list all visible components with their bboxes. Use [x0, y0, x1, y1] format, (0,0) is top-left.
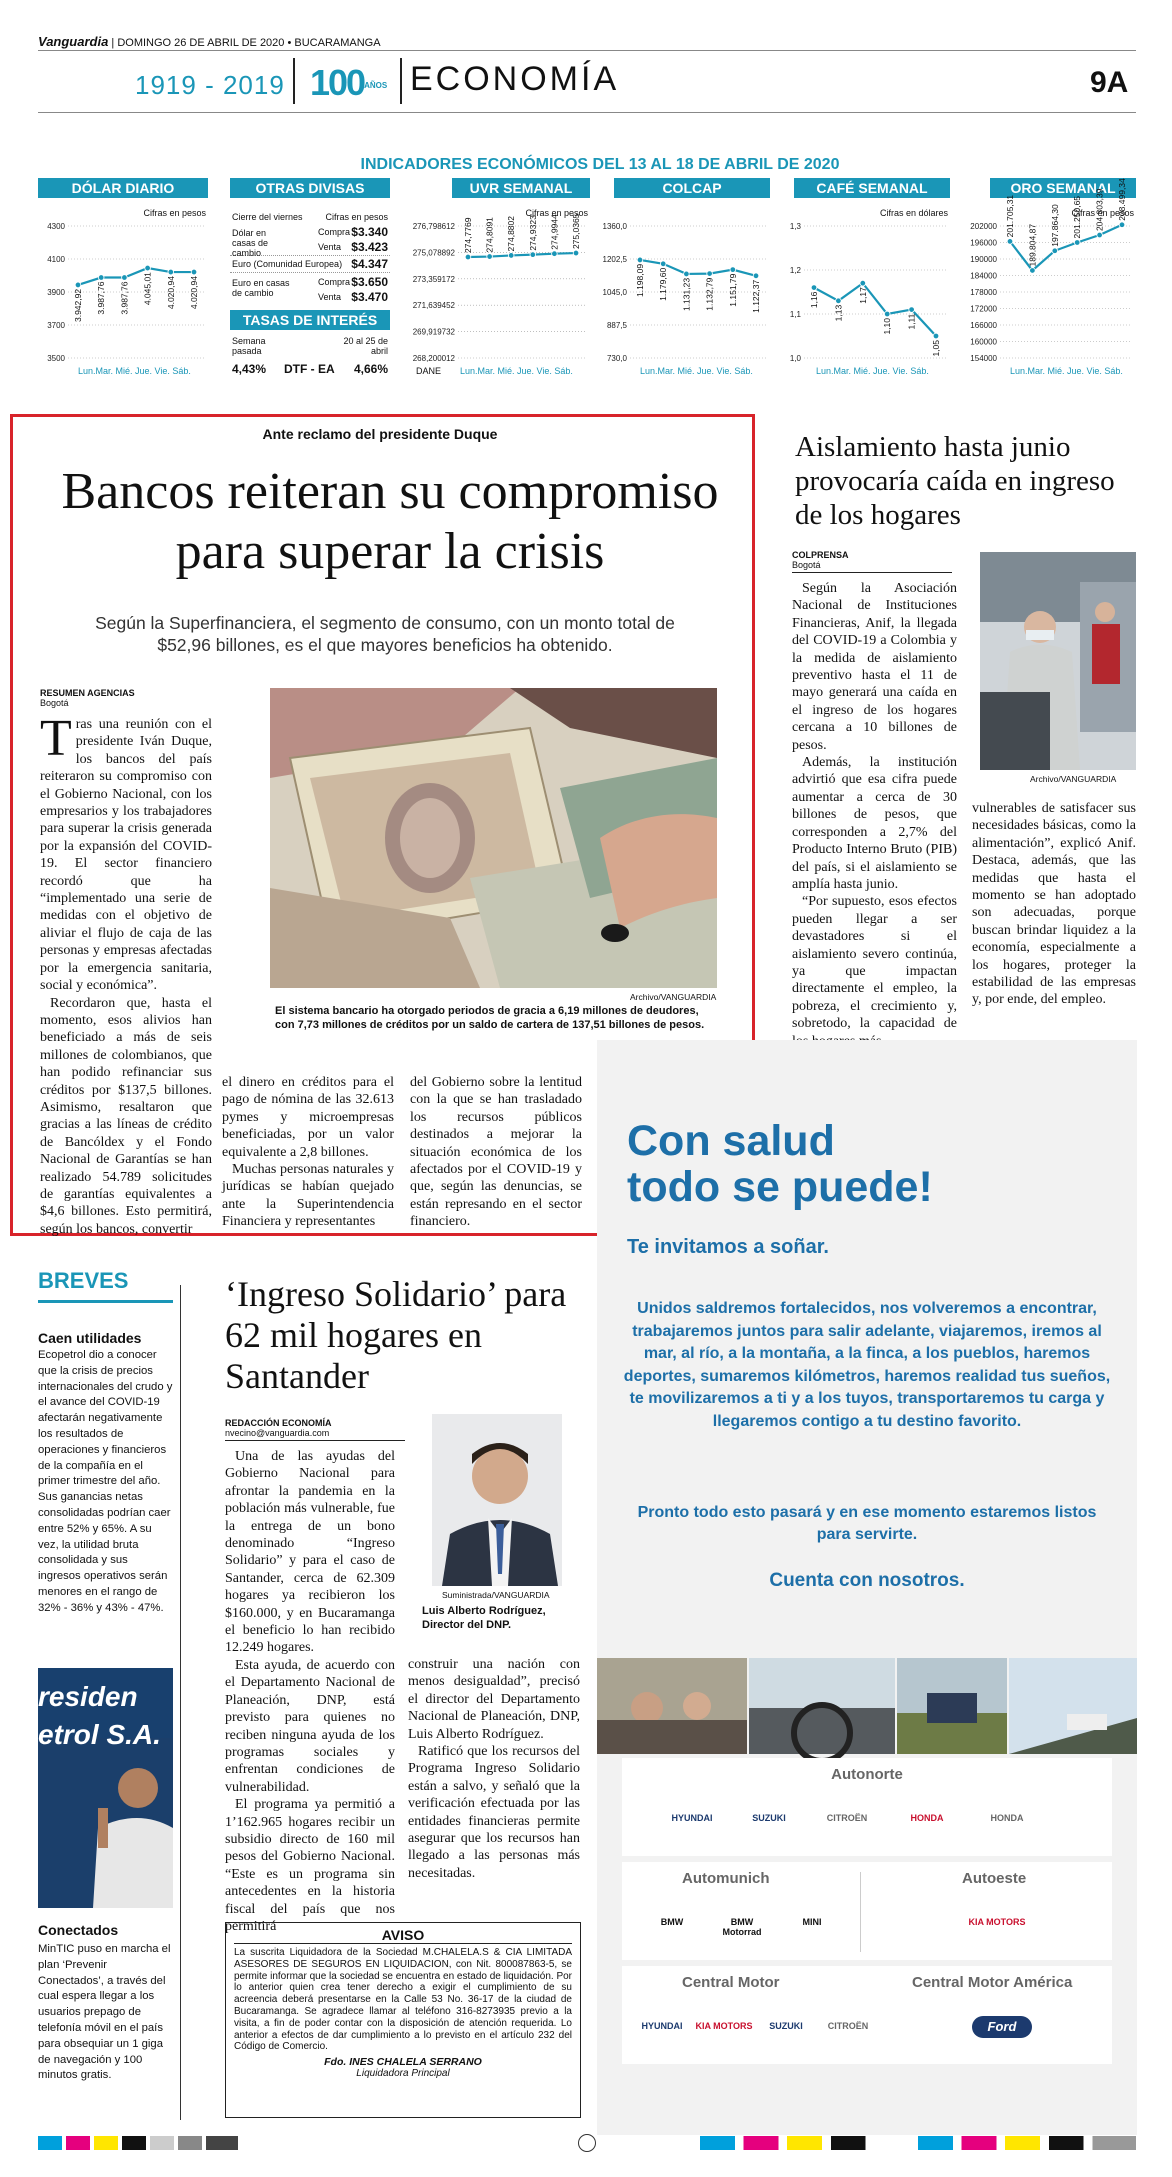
main-col2: el dinero en créditos para el pago de nómina de las 32.613 pymes y microempresas beneficiadas, por un valor equivalente a 2,8 billones. Muchas personas naturales y jurídicas se habían quejado ante la Superintendencia Financiera y representantes — [222, 1075, 394, 1230]
anniversary-logo: 100AÑOS — [310, 62, 388, 103]
main-kicker: Ante reclamo del presidente Duque — [262, 426, 498, 442]
ad-body: Unidos saldremos fortalecidos, nos volveremos a encontrar, trabajaremos juntos para salir adelante, viajaremos, iremos al mar, al río, a la montaña, a la finca, a los pueblos, haremos deportes, sumaremos kilómetros, haremos realidad tus sueños, te movilizaremos a ti y a los tuyos, transportaremos tu carga y llegaremos contigo a tu destino favorito. — [623, 1300, 1111, 1430]
data-label: 1.131,23 — [681, 277, 692, 312]
side-photo-credit: Archivo/VANGUARDIA — [1030, 774, 1117, 784]
solidario-photo — [432, 1414, 562, 1586]
side-photo — [980, 552, 1136, 770]
tick-label: 178000 — [970, 288, 997, 297]
tick-label: 1,2 — [789, 266, 801, 275]
tick-label: 730,0 — [606, 354, 627, 363]
data-point — [811, 285, 817, 291]
color-bar-left — [38, 2136, 238, 2150]
tick-label: 190000 — [970, 255, 997, 264]
tick-label: 269,919732 — [412, 327, 455, 337]
data-label: 1,05 — [931, 340, 941, 357]
tick-label: 196000 — [970, 238, 997, 248]
solidario-caption: Luis Alberto Rodríguez, Director del DNP. — [422, 1605, 546, 1631]
data-label: 208.499,34 — [1117, 178, 1127, 221]
data-point — [909, 307, 915, 313]
main-byline: RESUMEN AGENCIAS Bogotá — [40, 688, 135, 708]
data-point — [637, 257, 643, 263]
data-point — [660, 261, 666, 267]
ad-closing: Cuenta con nosotros. — [769, 1570, 965, 1591]
breves-head: BREVES — [38, 1268, 129, 1293]
tick-label: 166000 — [970, 321, 997, 330]
main-caption: El sistema bancario ha otorgado periodos de gracia a 6,19 millones de deudores, con 7,73 millones de créditos por un saldo de cartera de 137,51 billones de pesos. — [275, 1005, 705, 1031]
data-point — [191, 269, 197, 275]
tick-label: 184000 — [970, 271, 997, 281]
dealer-centralmotor: Central Motor Central Motor América HYUNDAI KIA MOTORS SUZUKI CITROËN Ford — [622, 1966, 1112, 2064]
tick-label: 160000 — [970, 337, 997, 347]
data-point — [730, 267, 736, 273]
data-point — [75, 282, 81, 288]
data-point — [98, 275, 104, 281]
data-label: 1.151,79 — [727, 273, 738, 307]
data-label: 201.705,31 — [1005, 194, 1015, 238]
dealer-autonorte: Autonorte HYUNDAI SUZUKI CITROËN HONDA HONDA — [622, 1758, 1112, 1856]
breves-item1-title: Caen utilidades — [38, 1330, 142, 1346]
data-label: 4.020,94 — [189, 276, 199, 310]
data-point — [1074, 240, 1080, 246]
color-bar-right — [700, 2136, 1136, 2150]
side-col1: Según la Asociación Nacional de Instituciones Financieras, Anif, la llegada del COVID-19 a Colombia y la medida de aislamiento preventivo hasta el 11 de mayo generará una caída en el ingreso de los hogares cercana a 10 billones de pesos. Además, la institución advirtió que esa cifra puede aumentar a cerca de 30 billones de pesos, que corresponden a 2,7% del Producto Interno Bruto (PIB) del país, si el aislamiento se amplía hasta junio. “Por supuesto, esos efectos pueden llegar a ser devastadores si el aislamiento severo continúa, ya que impactan directamente el empleo, la pobreza, el crecimiento y, sobretodo, la capacidad de — [792, 581, 957, 1032]
solidario-photo-credit: Suministrada/VANGUARDIA — [442, 1590, 550, 1600]
data-label: 275,0365 — [571, 213, 581, 250]
breves-item1-text: Ecopetrol dio a conocer que la crisis de precios internacionales del crudo y el avance del COVID-19 afectarán negativamente los resultados de operaciones y financieros de la compañía en el primer trimestre del año. Sus ganancias netas consolidadas podrían caer entre 52% y 65%. A su vez, la utilidad bruta consolidada y sus ingresos operativos serán menores en el rango de 32% - 36% y 43% - 47%. — [38, 1349, 173, 1614]
tick-label: 4300 — [47, 222, 65, 231]
data-point — [1052, 248, 1058, 254]
tick-label: 275,078892 — [412, 248, 455, 258]
data-label: 274,7769 — [463, 217, 473, 254]
solidario-headline: ‘Ingreso Solidario’ para 62 mil hogares en Santander — [225, 1274, 567, 1396]
data-label: 3.987,76 — [96, 281, 107, 315]
tick-label: 1360,0 — [602, 222, 627, 231]
tick-label: 154000 — [970, 354, 997, 363]
main-photo-credit: Archivo/VANGUARDIA — [630, 992, 717, 1002]
data-point — [684, 271, 690, 277]
data-label: 4.020,94 — [165, 276, 176, 310]
tick-label: 887,5 — [606, 321, 627, 330]
main-photo — [270, 688, 717, 988]
data-label: 4.045,01 — [142, 272, 153, 306]
side-col2: vulnerables de satisfacer sus necesidades básicas, como la alimentación”, explicó Anif. Destaca, además, que las medidas que hasta el momento se han adoptado son adecuadas, porque buscan brindar liquidez a la economía, especialmente a los hogares, proteger la estabilidad de las empresas y, por ende, del empleo. — [972, 801, 1136, 1008]
tick-label: 1,0 — [789, 354, 801, 363]
breves-photo: residen etrol S.A. — [38, 1668, 173, 1908]
data-point — [860, 280, 866, 286]
breves-item2-title: Conectados — [38, 1922, 119, 1938]
data-label: 204.303,39 — [1094, 188, 1105, 232]
data-point — [145, 265, 151, 271]
tick-label: 3700 — [47, 321, 65, 330]
tick-label: 172000 — [970, 304, 997, 314]
solidario-byline: REDACCIÓN ECONOMÍA nvecino@vanguardia.com — [225, 1418, 405, 1441]
data-point — [1119, 222, 1125, 228]
data-label: 274,9323 — [527, 215, 538, 251]
data-label: 3.942,92 — [73, 288, 83, 323]
uvr-chart — [402, 213, 590, 366]
main-col1: Tras una reunión con el presidente Iván Duque, los bancos del país reiteraron su compromiso con el Gobierno Nacional, con los empresarios y los trabajadores para superar la crisis generada por la expansión del COVID-19. El sector financiero recordó que ha “implementado una serie de medidas con el objetivo de aliviar el flujo de caja de las personas y empresas afectadas por la emergencia sanitaria, social y económica”. Recordaron que, hasta el momento, esos alivios han beneficiado a más de seis millones de colombianos, que han podido refinanciar sus créditos por $137,5 billones. Asimismo, resaltaron que gracias a las líneas de crédito de Bancóldex y el Fondo Nacional de Garantías se han realizado 54.789 solicitudes de garantías equivalentes a $4,6 billones. Esto permitirá, según los bancos, convertir — [40, 710, 212, 1237]
tick-label: 1202,5 — [602, 255, 627, 264]
ad-headline: Con salud todo se puede! — [627, 1117, 933, 1211]
series-line — [814, 283, 936, 336]
tick-label: 3500 — [47, 354, 65, 363]
data-label: 1,10 — [882, 318, 893, 335]
data-point — [508, 253, 514, 259]
data-label: 189.804,87 — [1027, 223, 1038, 267]
colcap-panel: COLCAP 1360,0 1202,5 1045,0 887,5 730,0 1.198,09 1.179,60 1.131,23 1.132,79 1.151,79 1.122,37 Lun.Mar. Mié. Jue. Vie. Sáb. — [600, 178, 770, 378]
cafe-panel: CAFÉ SEMANAL Cifras en dólares 1,3 1,2 1,1 1,0 1,16 1,13 1,17 1,10 1,11 1,05 Lun.Mar. Mié. Jue. Vie. Sáb. — [780, 178, 950, 378]
data-point — [465, 254, 471, 260]
aviso-box: AVISO La suscrita Liquidadora de la Sociedad M.CHALELA.S & CIA LIMITADA ASESORES DE SEGUROS EN LIQUIDACION, con Nit. 800087863-5, se permite informar que la sociedad se encuentra en estado de liquidación. Por lo anterior quien crea tener derecho a exigir el cumplimiento de su acreencia deberá presentarse en la Calle 53 No. 36-17 de la ciudad de Bucaramanga. Se agradece llamar al teléfono 316-8273935 previo a la visita, a fin de poder contar con la disposición de atención requerida. Lo anterior a efectos de dar cumplimiento a lo previsto en el artículo 232 del Código de Comercio. Fdo. INES CHALELA SERRANO Liquidadora Principal — [225, 1922, 581, 2118]
data-label: 274,8091 — [484, 217, 495, 253]
cafe-chart — [780, 216, 950, 366]
divisas-panel: OTRAS DIVISAS Cierre del viernes Cifras en pesos Dólar en casas de cambio Compra $3.340 Venta $3.423 Euro (Comunidad Europea) $4.347 Euro en casas de cambio Compra $3.650 Venta $3.470 TASAS DE INTERÉS Semana pasada 20 al 25 de abril 4,43% DTF - EA 4,66% — [232, 180, 388, 376]
uvr-panel: UVR SEMANAL Cifras en pesos 276,798612 275,078892 273,359172 271,639452 269,919732 268,200012 274,7769 274,8091 274,8802 274,9323 274,9944 275,0365 DANE Lun.Mar. Mié. Jue. Vie. Sáb. — [402, 178, 590, 378]
data-label: 197.864,30 — [1049, 204, 1060, 247]
years-label: 1919 - 2019 — [135, 70, 285, 100]
data-label: 274,9944 — [549, 214, 560, 250]
data-point — [1030, 268, 1036, 274]
data-label: 1,16 — [809, 291, 819, 309]
tick-label: 3900 — [47, 288, 65, 297]
oro-chart — [960, 178, 1136, 366]
data-point — [836, 298, 842, 304]
colcap-chart — [600, 216, 770, 366]
tick-label: 1,3 — [789, 222, 801, 231]
dolar-panel: DÓLAR DIARIO Cifras en pesos 4300 4100 3900 3700 3500 3.942,92 3.987,76 3.987,76 4.045,01 4.020,94 4.020,94 Lun.Mar. Mié. Jue. Vie. Sáb. — [38, 178, 208, 378]
main-lead: Según la Superfinanciera, el segmento de consumo, con un monto total de $52,96 billones, es el que mayores beneficios ha obtenido. — [95, 613, 675, 655]
data-point — [707, 271, 713, 277]
ad-sub: Te invitamos a soñar. — [627, 1236, 829, 1258]
section-title: ECONOMÍA — [410, 60, 620, 98]
data-label: 1,13 — [833, 304, 844, 322]
breves-item2-text: MinTIC puso en marcha el plan ‘Prevenir Conectados’, a través del cual espera llegar a los usuarios prepago de telefonía móvil en el país para obsequiar un 1 giga de navegación y 100 minutos gratis. — [38, 1943, 171, 2082]
data-point — [884, 311, 890, 317]
data-label: 1,17 — [857, 287, 868, 304]
data-point — [1097, 232, 1103, 238]
main-headline: Bancos reiteran su compromiso para superar la crisis — [61, 463, 719, 580]
data-point — [552, 251, 558, 257]
tick-label: 1,1 — [789, 310, 801, 319]
side-headline: Aislamiento hasta junio provocaría caída en ingreso de los hogares — [795, 431, 1115, 531]
indicators-title: INDICADORES ECONÓMICOS DEL 13 AL 18 DE ABRIL DE 2020 — [360, 156, 840, 173]
tick-label: 271,639452 — [412, 301, 455, 311]
data-point — [573, 250, 579, 256]
tick-label: 202000 — [970, 222, 997, 231]
data-point — [933, 333, 939, 339]
dropcap: T — [40, 710, 72, 767]
oro-panel: ORO SEMANAL Cifras en pesos 202000 196000 190000 184000 178000 172000 166000 160000 154000 201.705,31 189.804,87 197.864,30 201.250,65 204.303,39 208.499,34 Lun.Mar. Mié. Jue. Vie. Sáb. — [960, 178, 1136, 378]
data-point — [1007, 239, 1013, 245]
tick-label: 276,798612 — [412, 222, 455, 231]
ad-photo-strip — [597, 1658, 1137, 1754]
data-point — [530, 252, 536, 258]
tick-label: 4100 — [47, 255, 65, 264]
tick-label: 268,200012 — [412, 354, 455, 363]
data-point — [487, 254, 493, 260]
data-label: 1.198,09 — [635, 263, 645, 298]
data-label: 1.132,79 — [704, 277, 715, 311]
tick-label: 273,359172 — [412, 274, 455, 284]
dealer-automunich: Automunich Autoeste BMW BMW Motorrad MINI KIA MOTORS — [622, 1862, 1112, 1960]
masthead-dateline: Vanguardia | DOMINGO 26 DE ABRIL DE 2020 • BUCARAMANGA — [38, 34, 381, 49]
side-byline: COLPRENSA Bogotá — [792, 550, 952, 573]
main-col3: del Gobierno sobre la lentitud con la que se han trasladado los recursos públicos destinados a mejorar la situación económica de los afectados por el COVID-19 y que, según las denuncias, se están represando en el sector financiero. — [410, 1075, 582, 1230]
advertisement — [597, 1040, 1137, 2135]
data-label: 1.122,37 — [751, 279, 761, 313]
tick-label: 1045,0 — [602, 288, 627, 297]
data-label: 274,8802 — [506, 215, 517, 252]
data-label: 3.987,76 — [119, 281, 130, 315]
data-label: 201.250,65 — [1072, 195, 1083, 239]
solidario-col1: Una de las ayudas del Gobierno Nacional para afrontar la pandemia en la población más vulnerable, fue la entrega de un bono denominado “Ingreso Solidario” y para el caso de Santander, cerca de 62.309 hogares ya recibieron los $160.000, y en Bucaramanga el beneficio lo han recibido 12.249 hogares. Esta ayuda, de acuerdo con el Departamento Nacional de Planeación, DNP, está previsto para quienes no reciben ninguna ayuda de los programas sociales y enfrentan condiciones de vulnerabilidad. El programa ya permitió a 1’162.965 hogares recibir un subsidio directo de 160 mil pesos del Gobierno Nacional. “Este es un programa sin antecedentes en la historia fiscal del país que nos permitirá — [225, 1449, 395, 1934]
data-label: 1,11 — [906, 313, 917, 330]
dolar-chart — [38, 216, 208, 366]
page-number: 9A — [1090, 66, 1129, 99]
dolar-head: DÓLAR DIARIO — [38, 178, 208, 198]
data-point — [168, 269, 174, 275]
solidario-col2: construir una nación con menos desigualdad”, precisó el director del Departamento Nacional de Planeación, DNP, Luis Alberto Rodríguez. Ratificó que los recursos del Programa Ingreso Solidario están a salvo, y señaló que la verificación efectuada por las entidades financieras permite asegurar que los recursos han llegado a las personas más necesitadas. — [408, 1657, 580, 1881]
ad-body2: Pronto todo esto pasará y en ese momento estaremos listos para servirte. — [637, 1504, 1097, 1543]
data-label: 1.179,60 — [658, 267, 669, 301]
registration-mark — [578, 2134, 596, 2152]
data-point — [753, 273, 759, 279]
data-point — [122, 275, 128, 281]
series-line — [468, 253, 576, 257]
